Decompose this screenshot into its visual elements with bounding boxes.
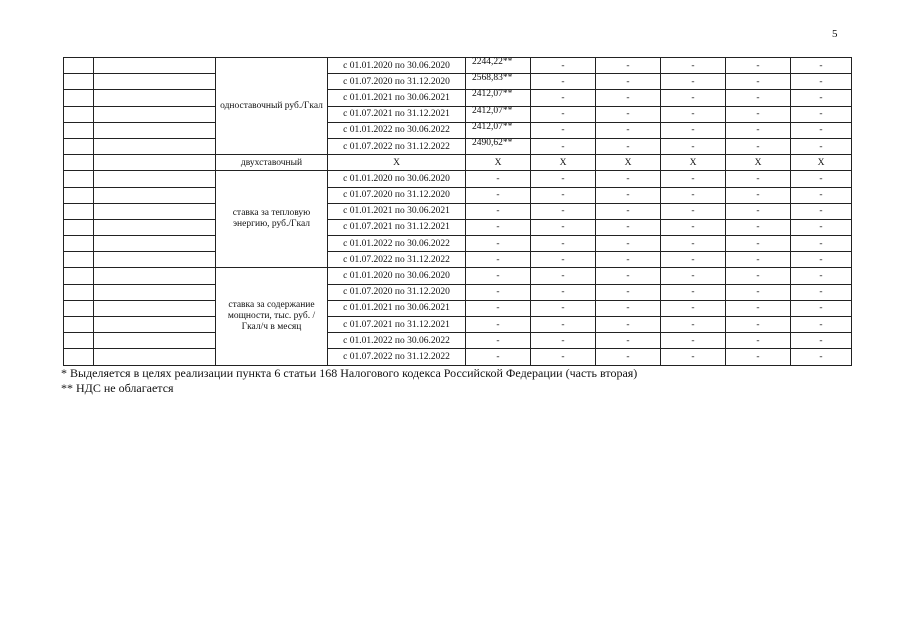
period-cell: с 01.01.2022 по 30.06.2022 (328, 236, 466, 252)
value-cell: - (466, 268, 531, 284)
org-cell (94, 90, 216, 106)
dash-cell: - (661, 106, 726, 122)
org-cell (94, 317, 216, 333)
table-row (64, 138, 852, 154)
row-number-cell (64, 219, 94, 235)
period-cell: с 01.07.2021 по 31.12.2021 (328, 106, 466, 122)
dash-cell: - (596, 219, 661, 235)
org-cell (94, 203, 216, 219)
x-cell: X (466, 155, 531, 171)
row-number-cell (64, 74, 94, 90)
dash-cell: - (726, 58, 791, 74)
dash-cell: - (596, 236, 661, 252)
capacity-rate-label: ставка за содержание мощности, тыс. руб. /Гкал/ч в месяц (216, 268, 328, 365)
dash-cell: - (661, 268, 726, 284)
dash-cell: - (596, 138, 661, 154)
dash-cell: - (531, 349, 596, 365)
table-row (64, 58, 852, 74)
dash-cell: - (791, 349, 852, 365)
row-number-cell (64, 187, 94, 203)
x-cell: X (726, 155, 791, 171)
dash-cell: - (726, 317, 791, 333)
dash-cell: - (661, 90, 726, 106)
org-cell (94, 58, 216, 74)
org-cell (94, 333, 216, 349)
dash-cell: - (531, 106, 596, 122)
dash-cell: - (531, 58, 596, 74)
table-row (64, 171, 852, 187)
dash-cell: - (531, 317, 596, 333)
x-cell: X (531, 155, 596, 171)
dash-cell: - (726, 187, 791, 203)
table-row (64, 219, 852, 235)
table-row (64, 300, 852, 316)
dash-cell: - (661, 349, 726, 365)
period-cell: с 01.01.2020 по 30.06.2020 (328, 58, 466, 74)
footnote-vat-exempt: ** НДС не облагается (61, 381, 174, 395)
dash-cell: - (726, 122, 791, 138)
value-cell: - (466, 219, 531, 235)
dash-cell: - (596, 122, 661, 138)
value-cell: - (466, 203, 531, 219)
row-number-cell (64, 171, 94, 187)
dash-cell: - (726, 349, 791, 365)
dash-cell: - (531, 219, 596, 235)
org-cell (94, 268, 216, 284)
dash-cell: - (791, 284, 852, 300)
row-number-cell (64, 349, 94, 365)
tariff-table-body (64, 58, 852, 366)
org-cell (94, 171, 216, 187)
two-rate-label: двухставочный (216, 155, 328, 171)
table-row (64, 317, 852, 333)
dash-cell: - (596, 90, 661, 106)
dash-cell: - (726, 284, 791, 300)
x-cell: X (596, 155, 661, 171)
dash-cell: - (661, 203, 726, 219)
dash-cell: - (531, 252, 596, 268)
value-cell: 2412,07** (466, 122, 531, 138)
value-cell: 2490,62** (466, 138, 531, 154)
dash-cell: - (661, 58, 726, 74)
footnotes (61, 366, 637, 396)
dash-cell: - (791, 122, 852, 138)
dash-cell: - (726, 333, 791, 349)
dash-cell: - (726, 268, 791, 284)
org-cell (94, 74, 216, 90)
period-cell: с 01.01.2021 по 30.06.2021 (328, 90, 466, 106)
value-cell: 2568,83** (466, 74, 531, 90)
table-row-two-rate (64, 155, 852, 171)
row-number-cell (64, 138, 94, 154)
period-cell: с 01.01.2021 по 30.06.2021 (328, 300, 466, 316)
dash-cell: - (791, 268, 852, 284)
dash-cell: - (661, 122, 726, 138)
table-row (64, 236, 852, 252)
org-cell (94, 187, 216, 203)
row-number-cell (64, 317, 94, 333)
dash-cell: - (661, 284, 726, 300)
dash-cell: - (661, 138, 726, 154)
table-row (64, 284, 852, 300)
row-number-cell (64, 203, 94, 219)
org-cell (94, 106, 216, 122)
value-cell: 2412,07** (466, 90, 531, 106)
table-row (64, 268, 852, 284)
dash-cell: - (791, 187, 852, 203)
org-cell (94, 284, 216, 300)
dash-cell: - (791, 138, 852, 154)
tariff-table (63, 57, 852, 366)
value-cell: - (466, 252, 531, 268)
dash-cell: - (726, 203, 791, 219)
dash-cell: - (661, 187, 726, 203)
dash-cell: - (596, 333, 661, 349)
dash-cell: - (596, 349, 661, 365)
dash-cell: - (596, 187, 661, 203)
period-cell: с 01.01.2020 по 30.06.2020 (328, 171, 466, 187)
dash-cell: - (531, 284, 596, 300)
value-cell: - (466, 171, 531, 187)
period-cell: с 01.01.2022 по 30.06.2022 (328, 122, 466, 138)
table-row (64, 74, 852, 90)
org-cell (94, 349, 216, 365)
period-cell: с 01.01.2020 по 30.06.2020 (328, 268, 466, 284)
value-cell: 2244,22** (466, 58, 531, 74)
dash-cell: - (531, 171, 596, 187)
single-rate-label: одноставочный руб./Гкал (216, 58, 328, 155)
dash-cell: - (661, 300, 726, 316)
period-cell: с 01.07.2020 по 31.12.2020 (328, 284, 466, 300)
dash-cell: - (531, 74, 596, 90)
dash-cell: - (596, 268, 661, 284)
row-number-cell (64, 58, 94, 74)
dash-cell: - (531, 138, 596, 154)
org-cell (94, 138, 216, 154)
row-number-cell (64, 268, 94, 284)
footnote-vat-allocation: * Выделяется в целях реализации пункта 6 статьи 168 Налогового кодекса Российской Федерации (часть вторая) (61, 366, 638, 380)
dash-cell: - (726, 106, 791, 122)
page-number: 5 (832, 28, 838, 40)
value-cell: - (466, 300, 531, 316)
dash-cell: - (726, 300, 791, 316)
dash-cell: - (661, 317, 726, 333)
dash-cell: - (791, 317, 852, 333)
dash-cell: - (791, 203, 852, 219)
org-cell (94, 252, 216, 268)
dash-cell: - (791, 300, 852, 316)
x-cell: X (661, 155, 726, 171)
dash-cell: - (531, 236, 596, 252)
dash-cell: - (661, 219, 726, 235)
row-number-cell (64, 122, 94, 138)
dash-cell: - (661, 74, 726, 90)
org-cell (94, 300, 216, 316)
dash-cell: - (596, 317, 661, 333)
period-cell: с 01.01.2022 по 30.06.2022 (328, 333, 466, 349)
dash-cell: - (661, 236, 726, 252)
period-cell: с 01.07.2020 по 31.12.2020 (328, 187, 466, 203)
table-row (64, 106, 852, 122)
dash-cell: - (531, 203, 596, 219)
value-cell: - (466, 284, 531, 300)
row-number-cell (64, 284, 94, 300)
dash-cell: - (596, 284, 661, 300)
dash-cell: - (596, 106, 661, 122)
dash-cell: - (661, 252, 726, 268)
dash-cell: - (531, 90, 596, 106)
dash-cell: - (531, 300, 596, 316)
dash-cell: - (726, 74, 791, 90)
dash-cell: - (596, 252, 661, 268)
dash-cell: - (661, 171, 726, 187)
dash-cell: - (791, 106, 852, 122)
dash-cell: - (791, 74, 852, 90)
x-cell: X (791, 155, 852, 171)
row-number-cell (64, 236, 94, 252)
dash-cell: - (791, 58, 852, 74)
row-number-cell (64, 333, 94, 349)
value-cell: - (466, 187, 531, 203)
table-row (64, 252, 852, 268)
value-cell: 2412,07** (466, 106, 531, 122)
dash-cell: - (791, 219, 852, 235)
dash-cell: - (596, 74, 661, 90)
table-row (64, 90, 852, 106)
table-row (64, 349, 852, 365)
row-number-cell (64, 106, 94, 122)
dash-cell: - (596, 58, 661, 74)
value-cell: - (466, 236, 531, 252)
org-cell (94, 122, 216, 138)
dash-cell: - (531, 333, 596, 349)
dash-cell: - (791, 171, 852, 187)
table-row (64, 203, 852, 219)
dash-cell: - (791, 333, 852, 349)
row-number-cell (64, 300, 94, 316)
dash-cell: - (726, 138, 791, 154)
dash-cell: - (531, 187, 596, 203)
org-cell (94, 219, 216, 235)
dash-cell: - (726, 90, 791, 106)
dash-cell: - (531, 122, 596, 138)
dash-cell: - (726, 252, 791, 268)
period-cell: с 01.07.2020 по 31.12.2020 (328, 74, 466, 90)
dash-cell: - (596, 300, 661, 316)
period-cell: с 01.01.2021 по 30.06.2021 (328, 203, 466, 219)
period-cell: с 01.07.2022 по 31.12.2022 (328, 138, 466, 154)
period-cell: с 01.07.2022 по 31.12.2022 (328, 252, 466, 268)
org-cell (94, 155, 216, 171)
dash-cell: - (661, 333, 726, 349)
dash-cell: - (791, 90, 852, 106)
energy-rate-label: ставка за тепловую энергию, руб./Гкал (216, 171, 328, 268)
dash-cell: - (531, 268, 596, 284)
period-cell: с 01.07.2021 по 31.12.2021 (328, 219, 466, 235)
org-cell (94, 236, 216, 252)
dash-cell: - (726, 171, 791, 187)
table-row (64, 333, 852, 349)
period-cell: с 01.07.2021 по 31.12.2021 (328, 317, 466, 333)
value-cell: - (466, 333, 531, 349)
dash-cell: - (791, 252, 852, 268)
value-cell: - (466, 349, 531, 365)
period-cell: с 01.07.2022 по 31.12.2022 (328, 349, 466, 365)
table-row (64, 122, 852, 138)
dash-cell: - (791, 236, 852, 252)
row-number-cell (64, 155, 94, 171)
dash-cell: - (596, 171, 661, 187)
row-number-cell (64, 252, 94, 268)
dash-cell: - (726, 236, 791, 252)
row-number-cell (64, 90, 94, 106)
value-cell: - (466, 317, 531, 333)
table-row (64, 187, 852, 203)
dash-cell: - (596, 203, 661, 219)
x-cell: X (328, 155, 466, 171)
dash-cell: - (726, 219, 791, 235)
